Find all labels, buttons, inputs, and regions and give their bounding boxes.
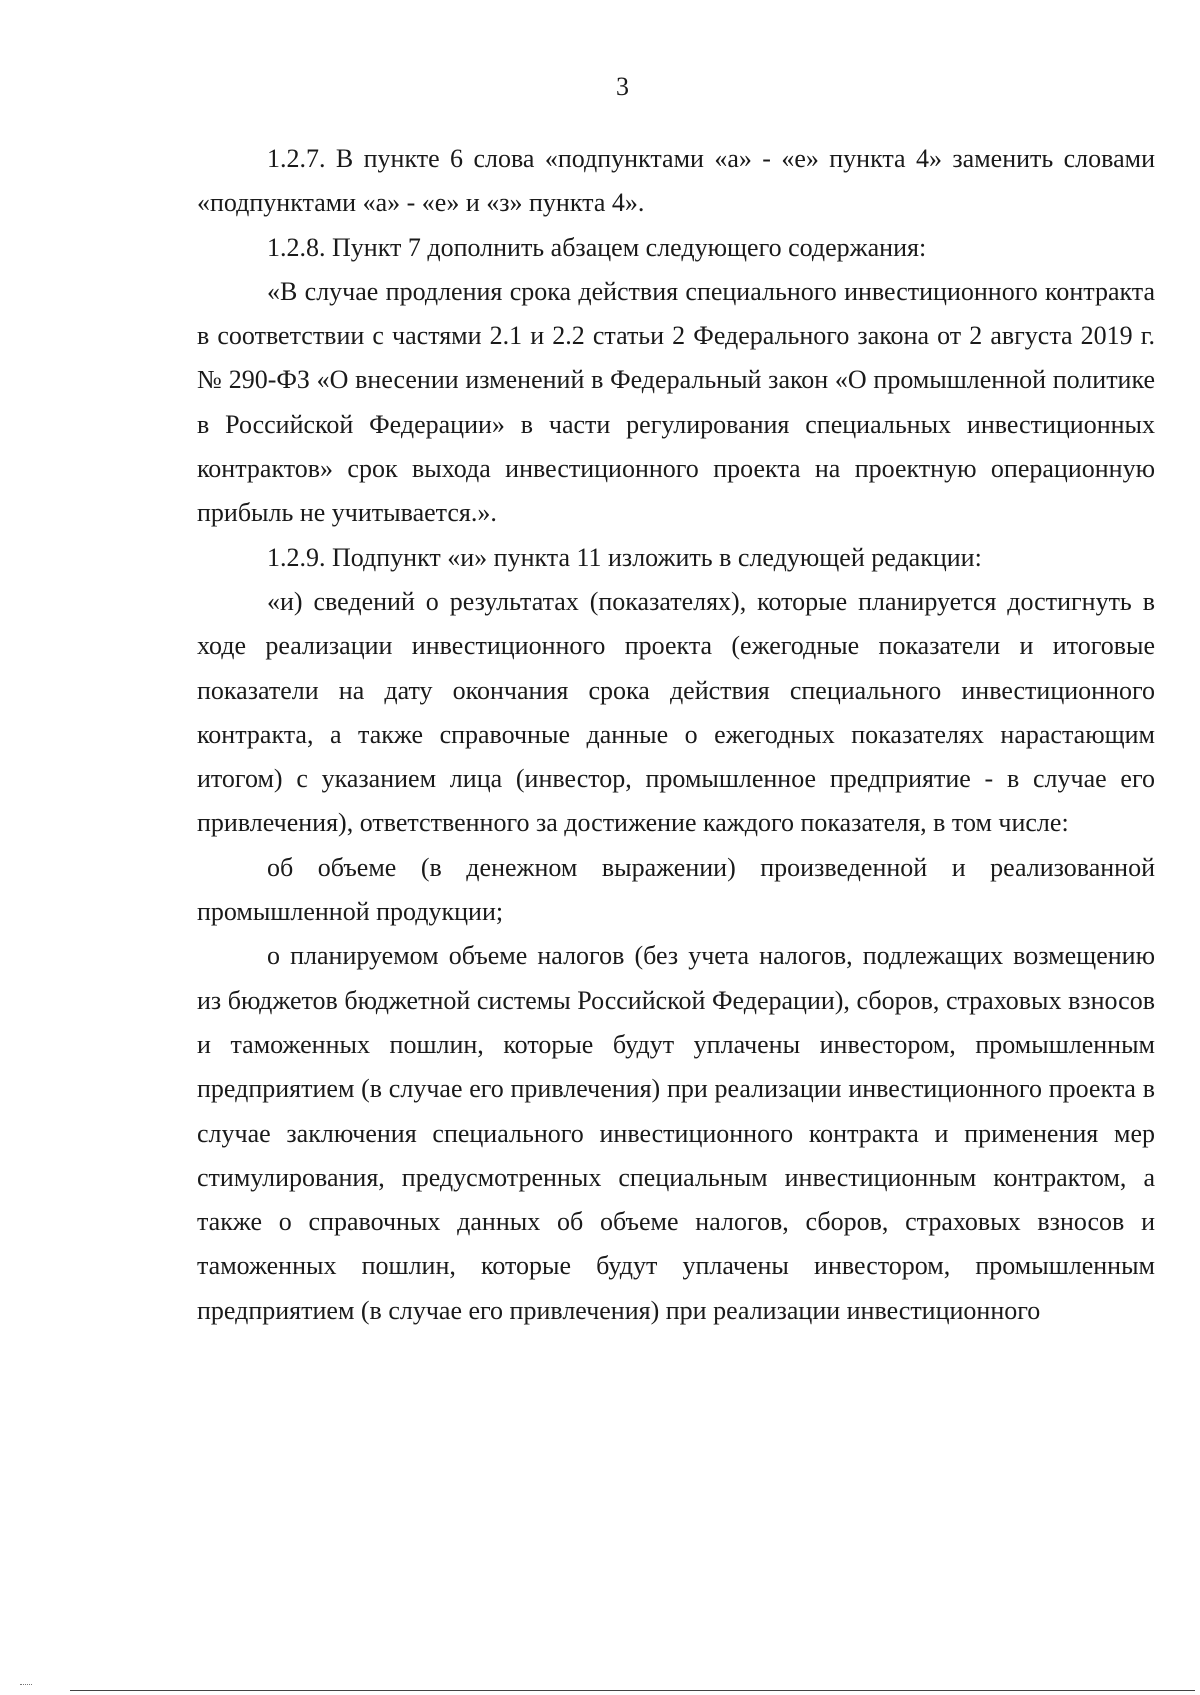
document-body (197, 137, 1155, 1333)
bottom-rule (70, 1690, 1195, 1691)
paragraph-taxes: о планируемом объеме налогов (без учета налогов, подлежащих возмещению из бюджетов бюджетной системы Российской Федерации), сборов, страховых взносов и таможенных пошлин, которые будут уплачены инвестором, промышленным предприятием (в случае его привлечения) при реализации инвестиционного проекта в случае заключения специального инвестиционного контракта и применения мер стимулирования, предусмотренных специальным инвестиционным контрактом, а также о справочных данных об объеме налогов, сборов, страховых взносов и таможенных пошлин, которые будут уплачены инвестором, промышленным предприятием (в случае его привлечения) при реализации инвестиционного (197, 941, 1155, 1325)
scan-mark (20, 1684, 32, 1685)
paragraph-1-2-7: 1.2.7. В пункте 6 слова «подпунктами «а» - «е» пункта 4» заменить словами «подпунктами «а» - «е» и «з» пункта 4». (197, 144, 1155, 218)
paragraph-production-volume: об объеме (в денежном выражении) произведенной и реализованной промышленной продукции; (197, 852, 1155, 927)
page-number: 3 (616, 72, 629, 101)
paragraph-quote-extension: «В случае продления срока действия специального инвестиционного контракта в соответствии с частями 2.1 и 2.2 статьи 2 Федерального закона от 2 августа 2019 г. № 290-ФЗ «О внесении изменений в Федеральный закон «О промышленной политике в Российской Федерации» в части регулирования специальных инвестиционных контрактов» срок выхода инвестиционного проекта на проектную операционную прибыль не учитывается.». (197, 276, 1155, 528)
paragraph-1-2-8: 1.2.8. Пункт 7 дополнить абзацем следующего содержания: (267, 232, 927, 262)
paragraph-subitem-i: «и) сведений о результатах (показателях), которые планируется достигнуть в ходе реализации инвестиционного проекта (ежегодные показатели и итоговые показатели на дату окончания срока действия специального инвестиционного контракта, а также справочные данные о ежегодных показателях нарастающим итогом) с указанием лица (инвестор, промышленное предприятие - в случае его привлечения), ответственного за достижение каждого показателя, в том числе: (197, 586, 1155, 838)
paragraph-1-2-9: 1.2.9. Подпункт «и» пункта 11 изложить в следующей редакции: (267, 542, 982, 572)
